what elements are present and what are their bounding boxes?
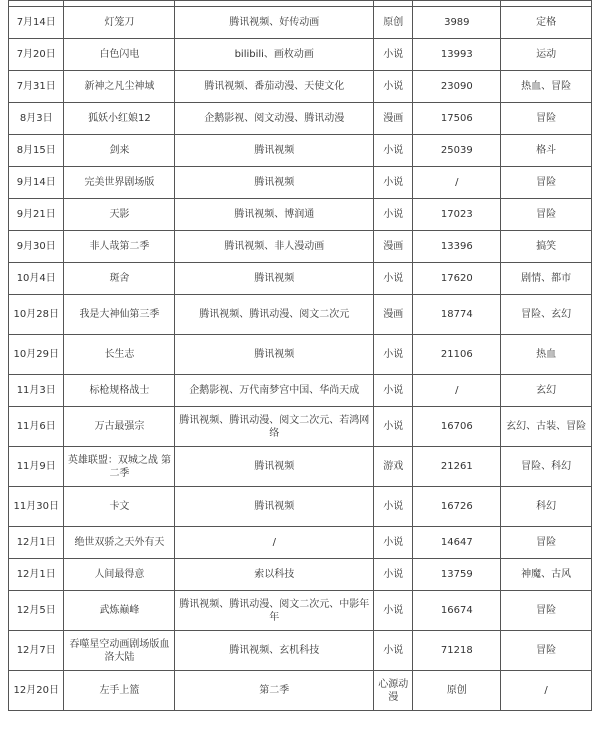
table-row [9, 591, 592, 631]
genre-cell: 科幻 [501, 487, 592, 527]
source-cell: 漫画 [374, 295, 413, 335]
platform-cell: bilibili、画枚动画 [175, 39, 374, 71]
source-cell: 小说 [374, 631, 413, 671]
genre-cell: 冒险 [501, 591, 592, 631]
source-cell: 小说 [374, 167, 413, 199]
title-cell: 吞噬星空动画剧场版血洛大陆 [64, 631, 175, 671]
heat-cell: 17620 [413, 263, 501, 295]
platform-cell: 腾讯视频、非人漫动画 [175, 231, 374, 263]
genre-cell: 冒险 [501, 631, 592, 671]
date-cell: 11月6日 [9, 407, 64, 447]
genre-cell: 运动 [501, 39, 592, 71]
genre-cell: 冒险、科幻 [501, 447, 592, 487]
table-row [9, 135, 592, 167]
date-cell: 12月7日 [9, 631, 64, 671]
title-cell: 完美世界剧场版 [64, 167, 175, 199]
genre-cell: 冒险、玄幻 [501, 295, 592, 335]
heat-cell: 14647 [413, 527, 501, 559]
genre-cell: 冒险 [501, 527, 592, 559]
title-cell: 人间最得意 [64, 559, 175, 591]
genre-cell: 热血 [501, 335, 592, 375]
title-cell: 非人哉第二季 [64, 231, 175, 263]
source-cell: 小说 [374, 135, 413, 167]
date-cell: 12月1日 [9, 559, 64, 591]
title-cell: 万古最强宗 [64, 407, 175, 447]
title-cell: 长生志 [64, 335, 175, 375]
heat-cell: 13759 [413, 559, 501, 591]
source-cell: 小说 [374, 559, 413, 591]
source-cell: 心源动漫 [374, 671, 413, 711]
title-cell: 新神之凡尘神域 [64, 71, 175, 103]
genre-cell: 玄幻、古装、冒险 [501, 407, 592, 447]
genre-cell: 冒险 [501, 167, 592, 199]
date-cell: 12月1日 [9, 527, 64, 559]
heat-cell: 13993 [413, 39, 501, 71]
platform-cell: 第二季 [175, 671, 374, 711]
source-cell: 小说 [374, 263, 413, 295]
date-cell: 11月9日 [9, 447, 64, 487]
table-row [9, 559, 592, 591]
genre-cell: 神魔、古风 [501, 559, 592, 591]
table-row [9, 263, 592, 295]
heat-cell: 17023 [413, 199, 501, 231]
heat-cell: 13396 [413, 231, 501, 263]
genre-cell: 热血、冒险 [501, 71, 592, 103]
date-cell: 8月15日 [9, 135, 64, 167]
title-cell: 英雄联盟：双城之战 第二季 [64, 447, 175, 487]
platform-cell: 腾讯视频、玄机科技 [175, 631, 374, 671]
table-row [9, 7, 592, 39]
source-cell: 小说 [374, 71, 413, 103]
source-cell: 小说 [374, 527, 413, 559]
date-cell: 11月30日 [9, 487, 64, 527]
heat-cell: 23090 [413, 71, 501, 103]
title-cell: 标枪规格战士 [64, 375, 175, 407]
platform-cell: 索以科技 [175, 559, 374, 591]
title-cell: 天影 [64, 199, 175, 231]
platform-cell: 腾讯视频 [175, 487, 374, 527]
genre-cell: / [501, 671, 592, 711]
date-cell: 11月3日 [9, 375, 64, 407]
table-row [9, 487, 592, 527]
platform-cell: 腾讯视频、博润通 [175, 199, 374, 231]
platform-cell: 腾讯视频、腾讯动漫、阅文二次元、若鸿网络 [175, 407, 374, 447]
table-row [9, 167, 592, 199]
platform-cell: 腾讯视频 [175, 447, 374, 487]
table-row [9, 295, 592, 335]
platform-cell: 腾讯视频 [175, 167, 374, 199]
anime-release-table [8, 0, 592, 711]
genre-cell: 定格 [501, 7, 592, 39]
heat-cell: 3989 [413, 7, 501, 39]
title-cell: 武炼巅峰 [64, 591, 175, 631]
heat-cell: 21261 [413, 447, 501, 487]
title-cell: 白色闪电 [64, 39, 175, 71]
platform-cell: 腾讯视频 [175, 263, 374, 295]
date-cell: 9月21日 [9, 199, 64, 231]
genre-cell: 冒险 [501, 199, 592, 231]
source-cell: 小说 [374, 407, 413, 447]
title-cell: 卡文 [64, 487, 175, 527]
date-cell: 7月20日 [9, 39, 64, 71]
title-cell: 狐妖小红娘12 [64, 103, 175, 135]
title-cell: 斑舍 [64, 263, 175, 295]
date-cell: 10月29日 [9, 335, 64, 375]
table-row [9, 527, 592, 559]
date-cell: 7月14日 [9, 7, 64, 39]
source-cell: 小说 [374, 199, 413, 231]
table-row [9, 447, 592, 487]
heat-cell: 原创 [413, 671, 501, 711]
heat-cell: 71218 [413, 631, 501, 671]
genre-cell: 剧情、都市 [501, 263, 592, 295]
date-cell: 12月20日 [9, 671, 64, 711]
table-row [9, 71, 592, 103]
table-row [9, 39, 592, 71]
title-cell: 剑来 [64, 135, 175, 167]
source-cell: 游戏 [374, 447, 413, 487]
platform-cell: 腾讯视频、腾讯动漫、阅文二次元 [175, 295, 374, 335]
heat-cell: 17506 [413, 103, 501, 135]
source-cell: 漫画 [374, 231, 413, 263]
source-cell: 原创 [374, 7, 413, 39]
genre-cell: 玄幻 [501, 375, 592, 407]
source-cell: 小说 [374, 375, 413, 407]
table-row [9, 375, 592, 407]
heat-cell: 21106 [413, 335, 501, 375]
table-row [9, 335, 592, 375]
heat-cell: / [413, 167, 501, 199]
date-cell: 8月3日 [9, 103, 64, 135]
platform-cell: 腾讯视频、腾讯动漫、阅文二次元、中影年年 [175, 591, 374, 631]
heat-cell: 16674 [413, 591, 501, 631]
platform-cell: 腾讯视频、好传动画 [175, 7, 374, 39]
date-cell: 12月5日 [9, 591, 64, 631]
platform-cell: 腾讯视频、番茄动漫、天使文化 [175, 71, 374, 103]
table-row [9, 631, 592, 671]
heat-cell: 16726 [413, 487, 501, 527]
platform-cell: 企鹅影视、万代南梦宫中国、华尚天成 [175, 375, 374, 407]
source-cell: 漫画 [374, 103, 413, 135]
table-row [9, 231, 592, 263]
date-cell: 10月4日 [9, 263, 64, 295]
source-cell: 小说 [374, 591, 413, 631]
title-cell: 我是大神仙第三季 [64, 295, 175, 335]
title-cell: 左手上篮 [64, 671, 175, 711]
source-cell: 小说 [374, 487, 413, 527]
genre-cell: 格斗 [501, 135, 592, 167]
table-row [9, 671, 592, 711]
genre-cell: 冒险 [501, 103, 592, 135]
source-cell: 小说 [374, 335, 413, 375]
source-cell: 小说 [374, 39, 413, 71]
heat-cell: 18774 [413, 295, 501, 335]
date-cell: 9月30日 [9, 231, 64, 263]
platform-cell: 企鹅影视、阅文动漫、腾讯动漫 [175, 103, 374, 135]
heat-cell: 25039 [413, 135, 501, 167]
date-cell: 7月31日 [9, 71, 64, 103]
table-row [9, 199, 592, 231]
platform-cell: 腾讯视频 [175, 135, 374, 167]
platform-cell: / [175, 527, 374, 559]
platform-cell: 腾讯视频 [175, 335, 374, 375]
table-row [9, 407, 592, 447]
date-cell: 10月28日 [9, 295, 64, 335]
table-row [9, 103, 592, 135]
title-cell: 绝世双骄之天外有天 [64, 527, 175, 559]
heat-cell: / [413, 375, 501, 407]
title-cell: 灯笼刀 [64, 7, 175, 39]
date-cell: 9月14日 [9, 167, 64, 199]
genre-cell: 搞笑 [501, 231, 592, 263]
heat-cell: 16706 [413, 407, 501, 447]
